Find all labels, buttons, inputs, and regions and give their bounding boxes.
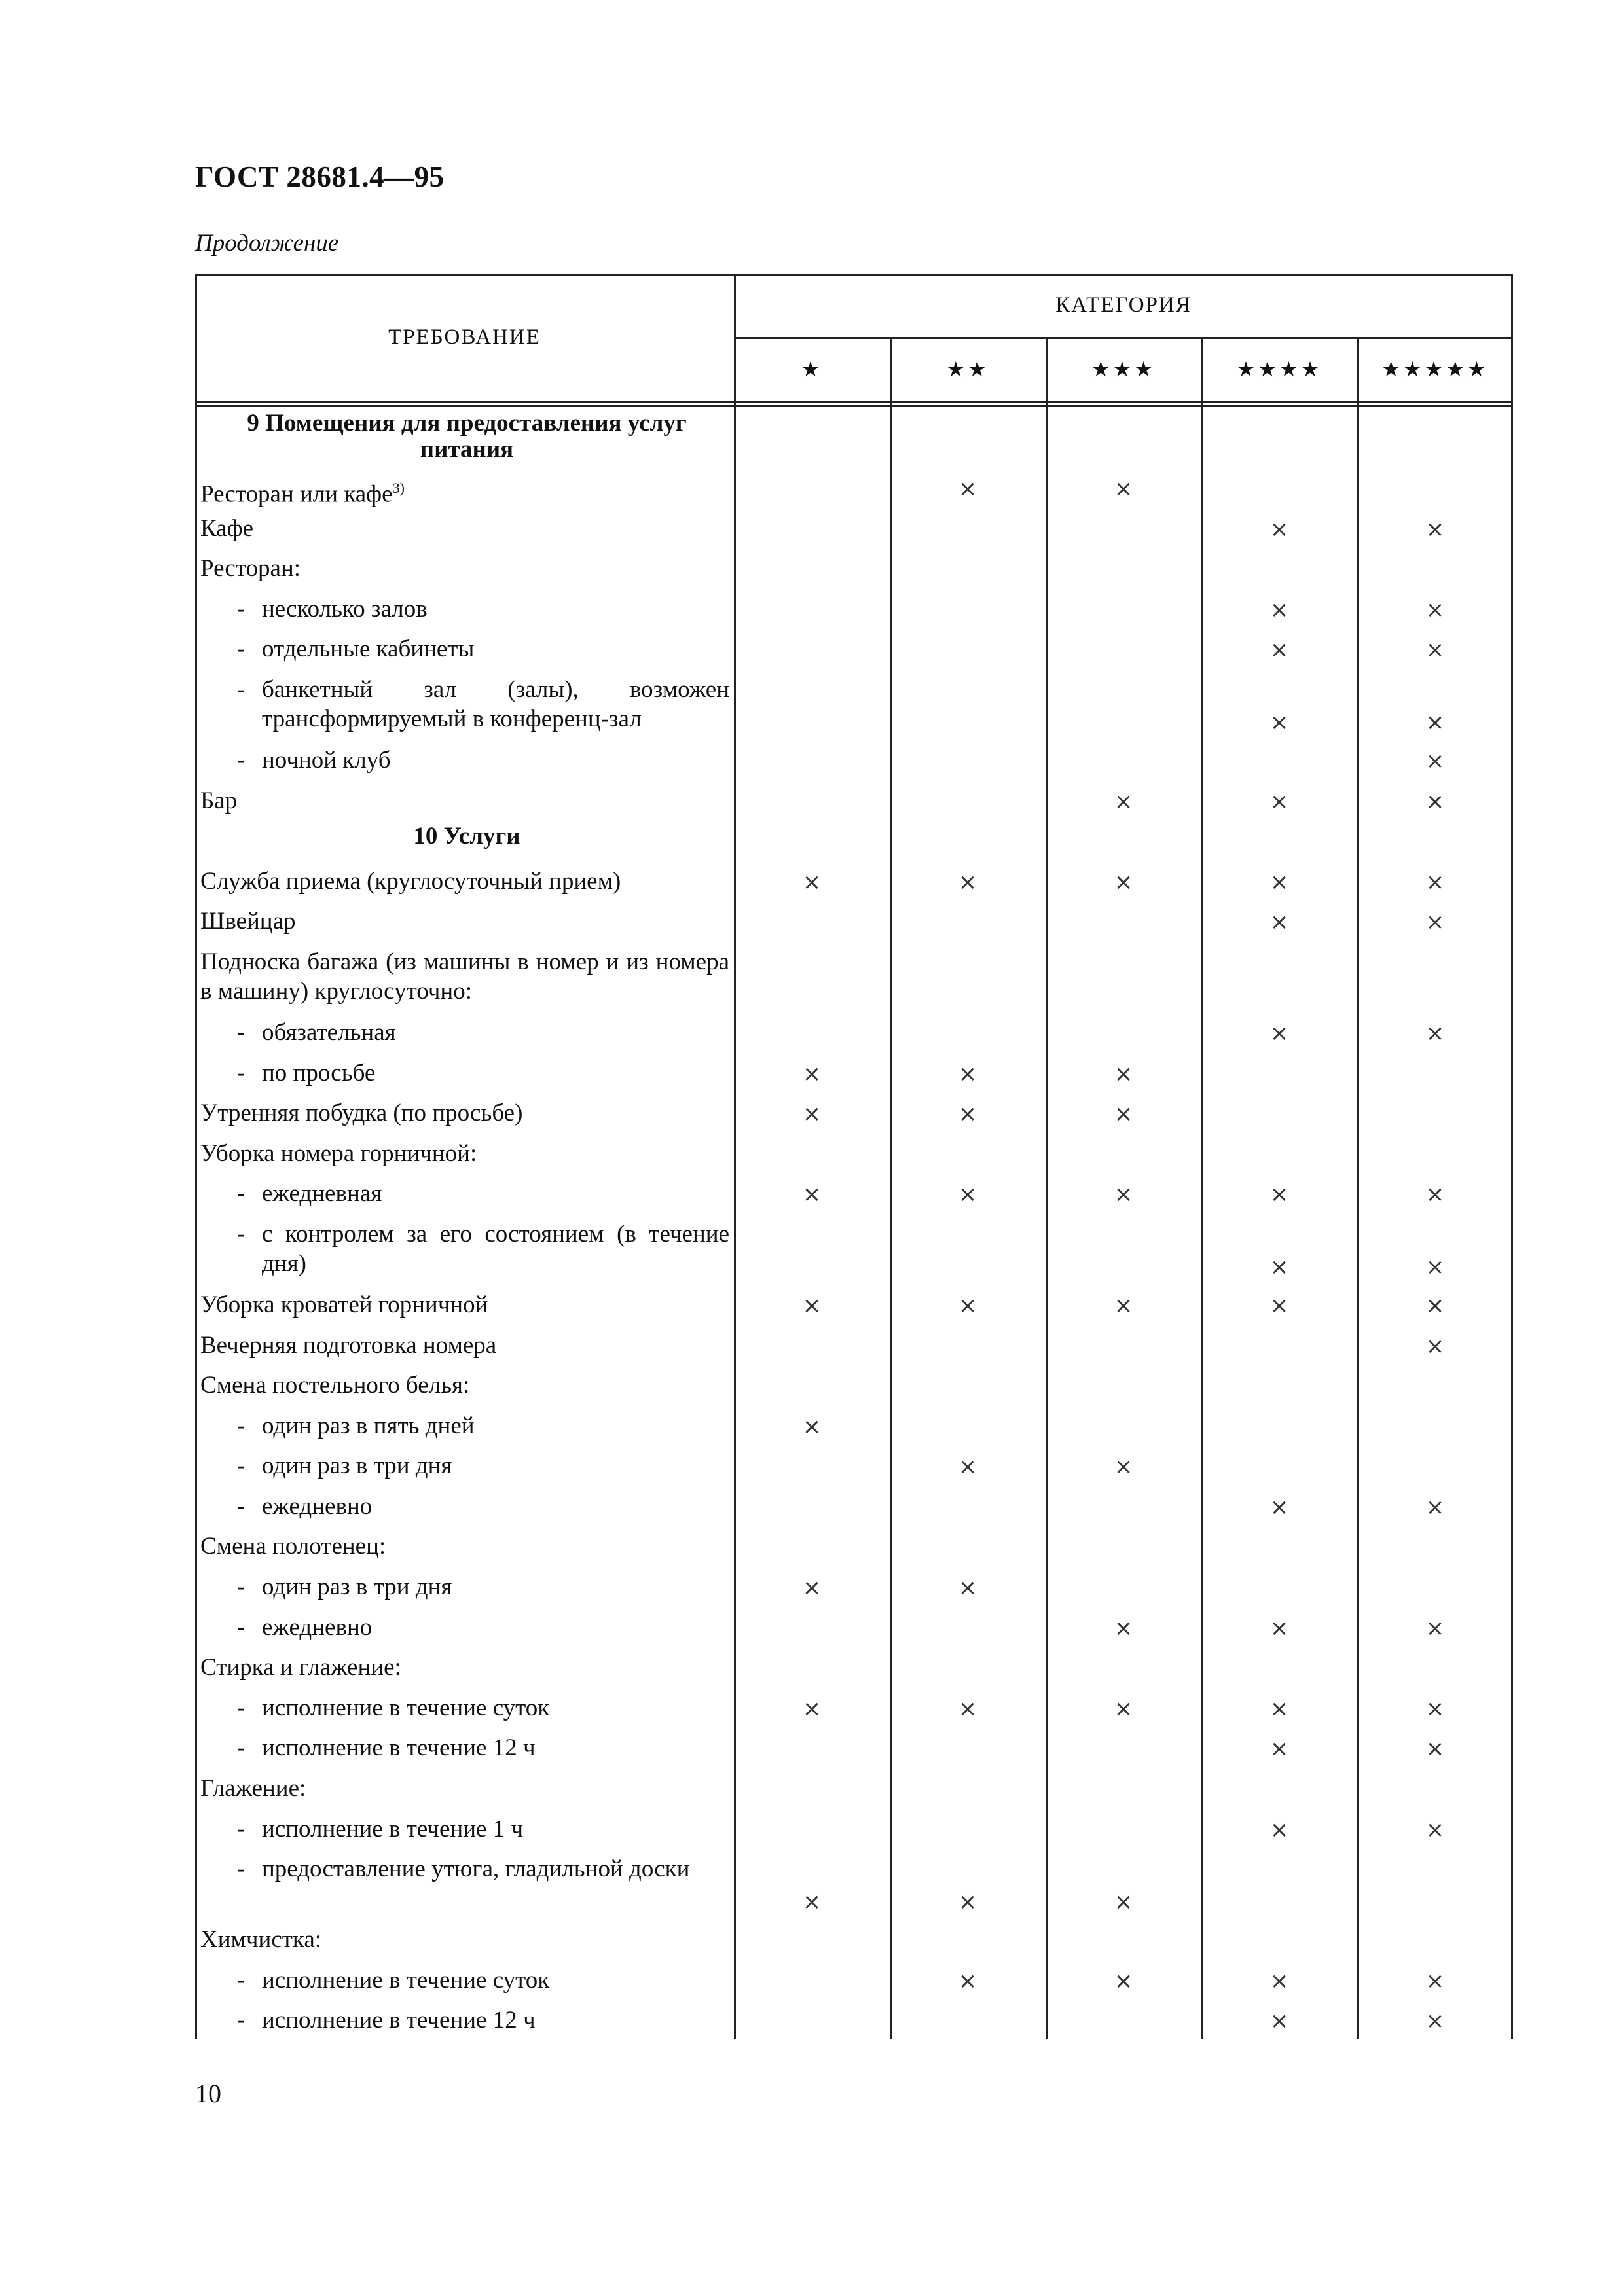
list-dash: -: [237, 1412, 246, 1439]
list-dash: -: [237, 636, 246, 663]
category-mark: ×: [1425, 788, 1445, 815]
category-mark: ×: [1425, 596, 1445, 623]
category-mark: ×: [1269, 1292, 1289, 1319]
category-mark: ×: [958, 1101, 977, 1128]
table-row: [195, 1214, 1513, 1285]
list-dash: -: [237, 1059, 246, 1086]
list-dash: -: [237, 595, 246, 622]
category-mark: ×: [958, 476, 977, 502]
category-mark: ×: [958, 1967, 977, 1994]
table-row: [195, 781, 1513, 821]
category-mark: ×: [1269, 1181, 1289, 1208]
table-row: [195, 468, 1513, 509]
requirement-text: отдельные кабинеты: [262, 636, 475, 663]
table-row: [195, 942, 1513, 1013]
list-dash: -: [237, 1694, 246, 1721]
category-mark: ×: [958, 1454, 977, 1480]
category-mark: ×: [1114, 1615, 1133, 1641]
requirement-text: предоставление утюга, гладильной доски: [262, 1856, 690, 1883]
requirement-text: Уборка номера горничной:: [200, 1139, 477, 1167]
category-mark: ×: [1269, 2008, 1289, 2035]
category-mark: ×: [1269, 709, 1289, 736]
category-mark: ×: [1114, 788, 1133, 815]
header-stars-4: ★★★★: [1236, 357, 1322, 382]
category-mark: ×: [1114, 1181, 1133, 1208]
table-row: [195, 1849, 1513, 1920]
category-mark: ×: [1269, 1967, 1289, 1994]
list-dash: -: [237, 746, 246, 774]
category-mark: ×: [802, 1889, 822, 1916]
category-mark: ×: [1425, 1967, 1445, 1994]
category-mark: ×: [802, 1181, 822, 1208]
requirement-text: Уборка кроватей горничной: [200, 1291, 488, 1318]
table-row: [195, 1486, 1513, 1527]
category-mark: ×: [1114, 1060, 1133, 1087]
list-dash: -: [237, 1220, 246, 1247]
requirement-text: Смена полотенец:: [200, 1533, 386, 1560]
header-category: КАТЕГОРИЯ: [1055, 293, 1192, 317]
requirement-text: Служба приема (круглосуточный прием): [200, 867, 621, 895]
category-mark: ×: [958, 1695, 977, 1722]
table-row: [195, 2000, 1513, 2041]
document-title: ГОСТ 28681.4—95: [195, 160, 445, 193]
requirement-text: Ресторан:: [200, 555, 301, 583]
list-dash: -: [237, 1452, 246, 1480]
list-dash: -: [237, 1734, 246, 1762]
table-row: [195, 901, 1513, 942]
requirement-text: исполнение в течение 12 ч: [262, 2007, 536, 2034]
category-mark: ×: [1269, 1816, 1289, 1843]
requirement-text: обязательная: [262, 1018, 396, 1046]
table-row: [195, 861, 1513, 902]
category-mark: ×: [1114, 1292, 1133, 1319]
requirement-text: Подноска багажа (из машины в номер и из номера в машину) круглосуточно:: [200, 948, 729, 1005]
table-row: [195, 1325, 1513, 1366]
category-mark: ×: [802, 1413, 822, 1440]
table-row: [195, 1688, 1513, 1729]
requirement-text: Вечерняя подготовка номера: [200, 1331, 497, 1359]
list-dash: -: [237, 1613, 246, 1641]
requirement-text: исполнение в течение 1 ч: [262, 1815, 524, 1842]
table-row: [195, 1093, 1513, 1134]
category-mark: ×: [958, 1575, 977, 1602]
header-bottom-line-double: [195, 405, 1513, 407]
table-row: [195, 740, 1513, 781]
category-mark: ×: [1425, 1253, 1445, 1280]
table-row: [195, 1920, 1513, 1960]
requirement-text: исполнение в течение суток: [262, 1966, 550, 1994]
requirement-text: исполнение в течение 12 ч: [262, 1734, 536, 1762]
requirement-text: ежедневная: [262, 1180, 382, 1208]
category-mark: ×: [1114, 1101, 1133, 1128]
category-mark: ×: [1269, 869, 1289, 895]
category-mark: ×: [1269, 1615, 1289, 1641]
category-mark: ×: [958, 869, 977, 895]
table-row: [195, 1567, 1513, 1607]
requirement-text: 9 Помещения для предоставления услуг питания: [247, 410, 687, 463]
requirement-text: Бар: [200, 787, 238, 814]
category-mark: ×: [1269, 1253, 1289, 1280]
category-mark: ×: [1425, 869, 1445, 895]
category-mark: ×: [1425, 909, 1445, 936]
table-row: [195, 1174, 1513, 1214]
category-mark: ×: [1425, 1695, 1445, 1722]
requirement-text: ежедневно: [262, 1613, 373, 1641]
requirement-text: Швейцар: [200, 908, 296, 935]
table-row: [195, 548, 1513, 589]
category-mark: ×: [1425, 1494, 1445, 1520]
category-mark: ×: [1269, 909, 1289, 936]
table-row: [195, 1446, 1513, 1486]
category-mark: ×: [958, 1889, 977, 1916]
requirement-text: Утренняя побудка (по просьбе): [200, 1100, 523, 1127]
category-mark: ×: [1114, 1695, 1133, 1722]
category-mark: ×: [802, 1101, 822, 1128]
table-row: [195, 1406, 1513, 1446]
header-stars-2: ★★: [946, 357, 989, 382]
table-row: [195, 1365, 1513, 1406]
list-dash: -: [237, 2007, 246, 2034]
list-dash: -: [237, 1815, 246, 1842]
category-mark: ×: [1425, 747, 1445, 774]
category-mark: ×: [1114, 476, 1133, 502]
category-mark: ×: [1269, 1695, 1289, 1722]
header-requirement: ТРЕБОВАНИЕ: [388, 325, 541, 349]
table-row: [195, 1728, 1513, 1768]
category-mark: ×: [1425, 1736, 1445, 1763]
category-mark: ×: [802, 1292, 822, 1319]
table-row: [195, 1526, 1513, 1567]
category-mark: ×: [1269, 1020, 1289, 1047]
continuation-label: Продолжение: [195, 230, 339, 257]
requirement-text: один раз в три дня: [262, 1573, 452, 1601]
category-mark: ×: [958, 1292, 977, 1319]
category-mark: ×: [1425, 1615, 1445, 1641]
category-mark: ×: [1425, 1816, 1445, 1843]
category-mark: ×: [1269, 1736, 1289, 1763]
category-mark: ×: [1269, 1494, 1289, 1520]
category-mark: ×: [1425, 1181, 1445, 1208]
requirement-text: исполнение в течение суток: [262, 1694, 550, 1721]
category-mark: ×: [958, 1181, 977, 1208]
requirement-text: Химчистка:: [200, 1926, 322, 1954]
page-number: 10: [195, 2079, 221, 2108]
requirement-text: Кафе: [200, 514, 254, 542]
requirements-table: [195, 274, 1513, 2039]
list-dash: -: [237, 1492, 246, 1520]
header-stars-5: ★★★★★: [1381, 357, 1489, 382]
list-dash: -: [237, 1573, 246, 1601]
table-row: [195, 1647, 1513, 1688]
table-row: [195, 589, 1513, 630]
category-mark: ×: [1425, 709, 1445, 736]
category-mark: ×: [802, 869, 822, 895]
requirement-text: банкетный зал (залы), возможен трансформируемый в конференц-зал: [262, 675, 729, 732]
list-dash: -: [237, 675, 246, 703]
table-row: [195, 1053, 1513, 1094]
requirement-text: несколько залов: [262, 595, 428, 622]
table-row: [195, 1607, 1513, 1648]
list-dash: -: [237, 1856, 246, 1883]
category-mark: ×: [1114, 869, 1133, 895]
table-row: [195, 1809, 1513, 1850]
list-dash: -: [237, 1018, 246, 1046]
category-mark: ×: [1425, 1292, 1445, 1319]
list-dash: -: [237, 1966, 246, 1994]
section-heading-row: [195, 821, 1513, 861]
category-mark: ×: [1114, 1889, 1133, 1916]
requirement-text: ежедневно: [262, 1492, 373, 1520]
header-stars-3: ★★★: [1091, 357, 1156, 382]
requirement-text: 10 Услуги: [413, 823, 520, 850]
category-mark: ×: [1114, 1454, 1133, 1480]
table-body: [195, 408, 1513, 2041]
header-stars-1: ★: [801, 357, 823, 382]
section-heading-row: [195, 408, 1513, 468]
category-mark: ×: [802, 1060, 822, 1087]
table-row: [195, 1013, 1513, 1053]
header-bottom-line: [195, 401, 1513, 403]
requirement-text: один раз в три дня: [262, 1452, 452, 1480]
table-row: [195, 1960, 1513, 2001]
category-mark: ×: [1425, 1020, 1445, 1047]
category-mark: ×: [1269, 788, 1289, 815]
footnote-ref: 3): [392, 480, 405, 496]
table-row: [195, 1134, 1513, 1174]
table-row: [195, 670, 1513, 740]
table-row: [195, 1768, 1513, 1809]
category-mark: ×: [1425, 1333, 1445, 1359]
requirement-text: Стирка и глажение:: [200, 1654, 401, 1681]
requirement-text: один раз в пять дней: [262, 1412, 475, 1439]
requirement-text: Смена постельного белья:: [200, 1372, 470, 1399]
category-mark: ×: [1269, 596, 1289, 623]
requirement-text: с контролем за его состоянием (в течение дня): [262, 1220, 729, 1277]
table-row: [195, 509, 1513, 549]
category-mark: ×: [1425, 2008, 1445, 2035]
category-mark: ×: [802, 1575, 822, 1602]
category-mark: ×: [1425, 637, 1445, 664]
table-row: [195, 629, 1513, 670]
category-mark: ×: [1114, 1967, 1133, 1994]
category-mark: ×: [1269, 637, 1289, 664]
requirement-text: ночной клуб: [262, 746, 391, 774]
requirement-text: Ресторан или кафе$^{3)}$: [200, 480, 405, 508]
requirement-text: по просьбе: [262, 1059, 376, 1086]
category-mark: ×: [1269, 516, 1289, 543]
category-mark: ×: [958, 1060, 977, 1087]
table-row: [195, 1285, 1513, 1325]
list-dash: -: [237, 1180, 246, 1208]
requirement-text: Глажение:: [200, 1775, 306, 1803]
category-mark: ×: [1425, 516, 1445, 543]
category-mark: ×: [802, 1695, 822, 1722]
